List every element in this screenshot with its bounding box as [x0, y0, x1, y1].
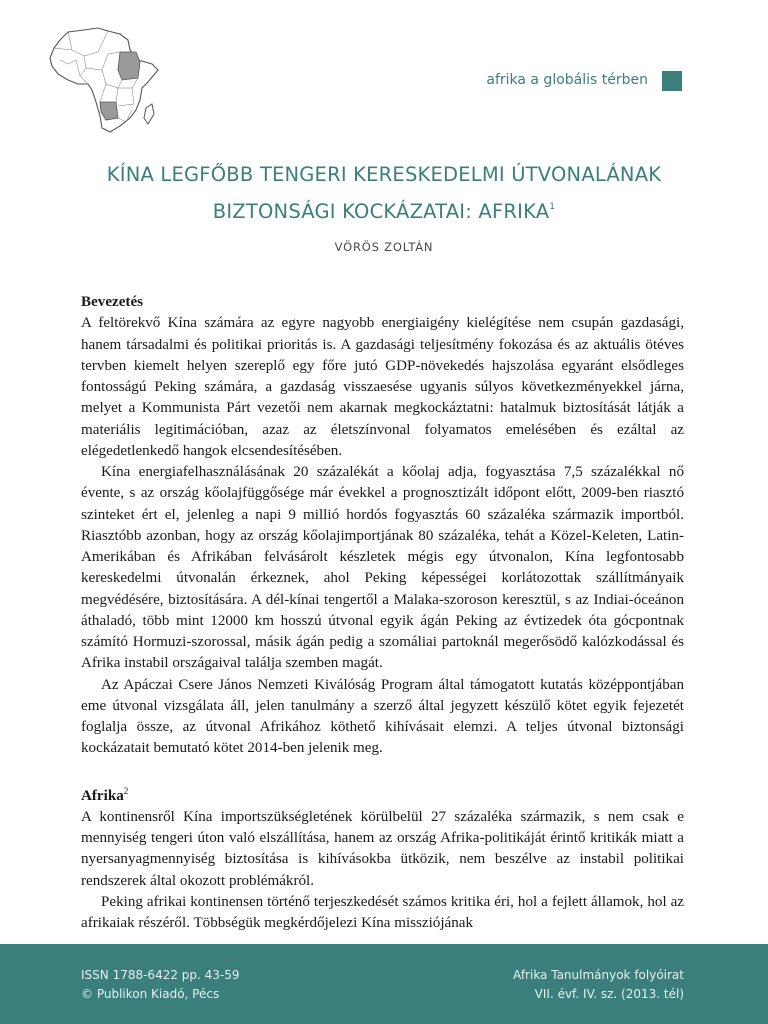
footer-left: [81, 966, 240, 1004]
footer-journal: Afrika Tanulmányok folyóirat: [513, 968, 684, 982]
section-label: afrika a globális térben: [486, 72, 648, 88]
footer-right: [513, 966, 684, 1004]
paragraph: Az Apáczai Csere János Nemzeti Kiválóság Program által támogatott kutatás középpontjában eme útvonal vizsgálata áll, jelen tanulmány a szerző által jegyzett készülő kötet egyik fejezetét foglalja össze, az útvonal Afrikához köthető kihívásait elemzi. A teljes útvonal biztonsági kockázatait bemutató kötet 2014-ben jelenik meg.: [81, 676, 684, 757]
title-line-2: BIZTONSÁGI KOCKÁZATAI: AFRIKA: [212, 200, 550, 223]
heading-footnote-ref[interactable]: 2: [123, 785, 129, 796]
footer-publisher: © Publikon Kiadó, Pécs: [81, 987, 220, 1001]
footer-issue: VII. évf. IV. sz. (2013. tél): [534, 987, 684, 1001]
paragraph: A kontinensről Kína importszükségletének körülbelül 27 százaléka származik, s nem csak e mennyiség tengeri úton való elszállítása, hanem az ország Afrika-politikáját érintő kritikák miatt a nyersanyagmennyiség biztosítása is kihívásokba ütközik, nem beszélve az instabil politikai rendszerek által okozott problémákról.: [81, 808, 684, 889]
section-heading-intro: Bevezetés: [81, 294, 144, 310]
article-title: [60, 158, 708, 228]
section-heading-africa: [81, 781, 684, 807]
section-marker-square: [662, 71, 682, 91]
title-footnote-ref[interactable]: 1: [549, 202, 556, 212]
paragraph: A feltörekvő Kína számára az egyre nagyobb energiaigény kielégítése nem csupán gazdasági, hanem társadalmi és politikai prioritás is. A gazdasági teljesítmény fokozása és az aktuális ötéves tervben kiemelt helyen szereplő egy főre jutó GDP-növekedés hajszolása egyaránt elsődleges fontosságú Peking számára, a gazdaság visszaesése ugyanis súlyos következményekkel járna, melyet a Kommunista Párt vezetői nem akarnak megkockáztatni: hatalmuk biztosítását látják a materiális legitimációban, azaz az életszínvonal folyamatos emelésében és ezáltal az elégedetlenkedő hangok elcsendesítésében.: [81, 315, 684, 459]
page-footer: [0, 944, 768, 1024]
footer-issn: ISSN 1788-6422 pp. 43-59: [81, 968, 240, 982]
author-name: VÖRÖS ZOLTÁN: [334, 240, 434, 254]
paragraph: Peking afrikai kontinensen történő terjeszkedését számos kritika éri, hol a fejlett államok, hol az afrikaiak részéről. Többségük megkérdőjelezi Kína missziójának: [81, 893, 684, 931]
section-heading-africa-text: Afrika: [81, 787, 124, 804]
title-line-1: KÍNA LEGFŐBB TENGERI KERESKEDELMI ÚTVONALÁNAK: [106, 163, 662, 186]
article-body: [81, 292, 684, 934]
africa-map-icon: [46, 26, 162, 144]
paragraph: Kína energiafelhasználásának 20 százalékát a kőolaj adja, fogyasztása 7,5 százalékkal nő évente, s az ország kőolajfüggősége már évekkel a prognosztizált időpont előtt, 2009-ben riasztó szinteket ért el, jelenleg a napi 9 millió hordós fogyasztás 60 százaléka származik importból. Riasztóbb azonban, hogy az ország kőolajimportjának 80 százaléka, tehát a Közel-Keleten, Latin-Amerikában és Afrikában felvásárolt készletek mégis egy útvonalon, Kína legfontosabb kereskedelmi útvonalán érkeznek, ahol Peking képességei korlátozottak szállítmányaik megvédésére, biztosítására. A dél-kínai tengertől a Malaka-szoroson keresztül, s az Indiai-óceánon áthaladó, több mint 12000 km hosszú útvonal egyik ágán Peking az évtizedek óta gócpontnak számító Hormuzi-szorossal, másik ágán pedig a szomáliai partoknál megerősödő kalózkodással és Afrika instabil országaival találja szemben magát.: [81, 464, 684, 672]
sudan-region: [118, 52, 140, 80]
madagascar-outline: [144, 104, 154, 124]
